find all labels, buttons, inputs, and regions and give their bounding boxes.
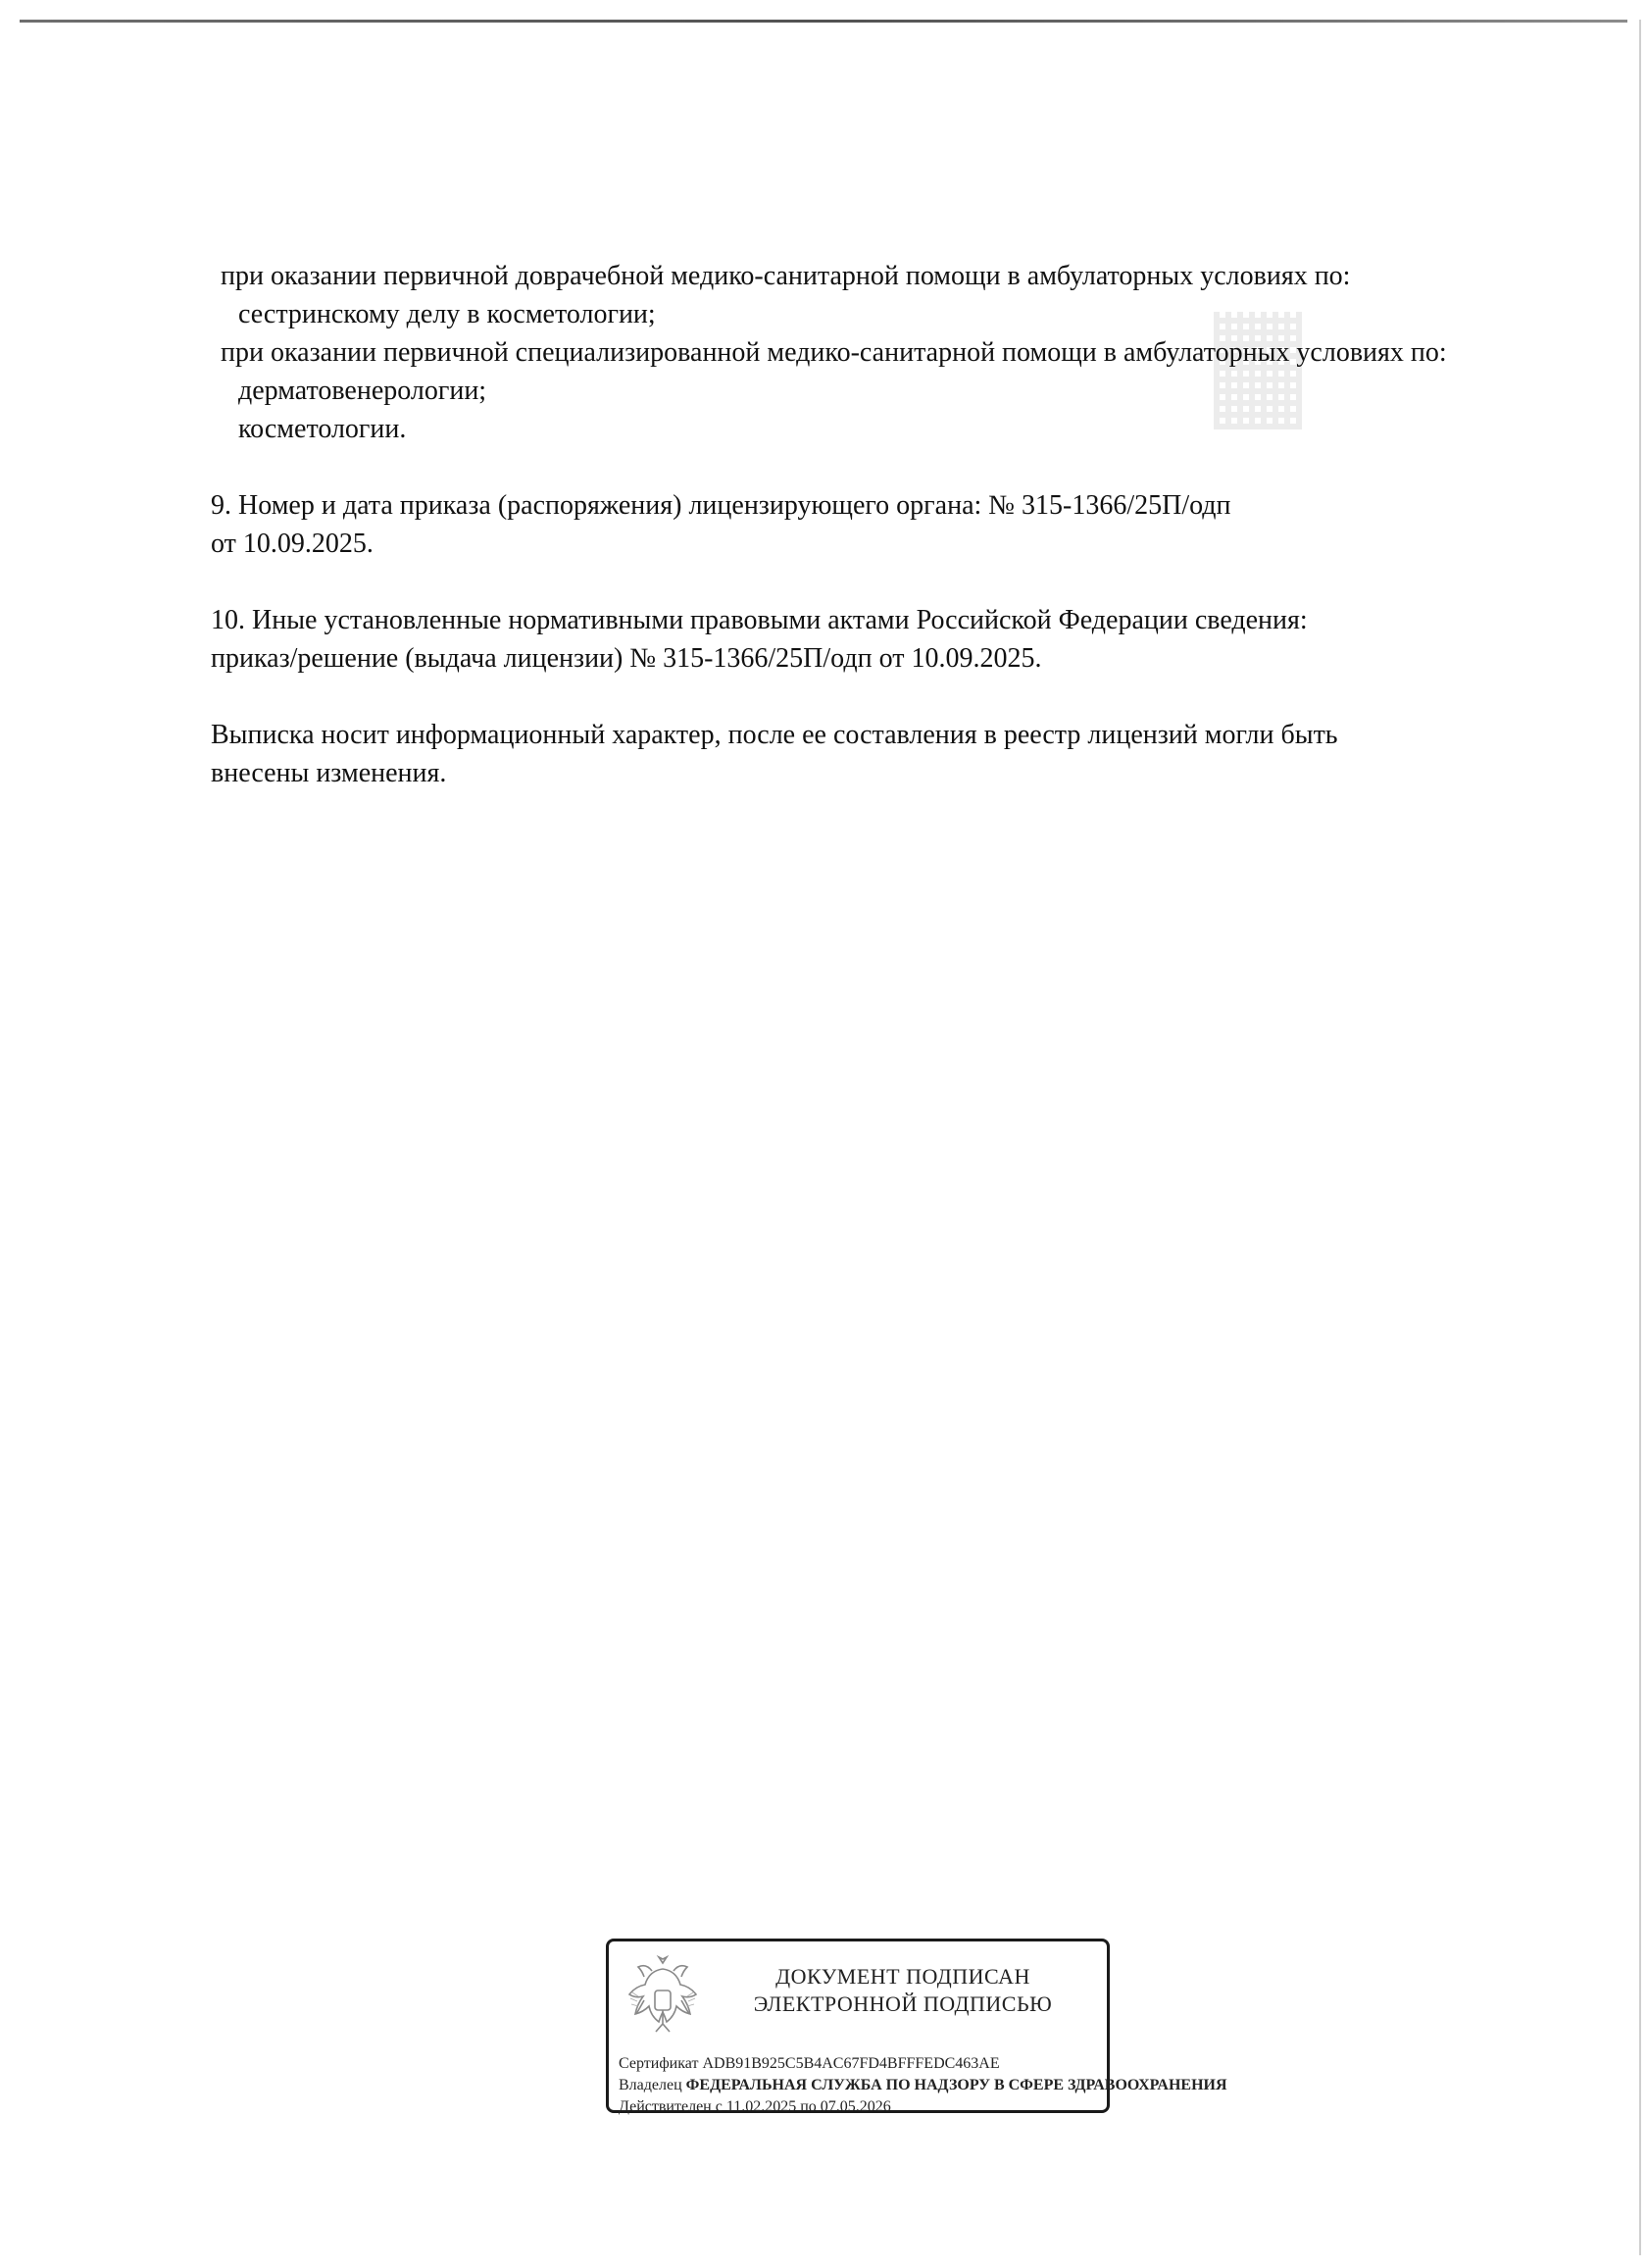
list-item: дерматовенерологии; [238, 376, 487, 406]
validity-line: Действителен с 11.02.2025 по 07.05.2026 [619, 2098, 891, 2115]
other-info-value: приказ/решение (выдача лицензии) № 315-1366/25П/одп от 10.09.2025. [211, 643, 1042, 674]
scan-edge-right [1639, 20, 1641, 2255]
owner-line [619, 2075, 1227, 2096]
order-number-line: 9. Номер и дата приказа (распоряжения) лицензирующего органа: № 315-1366/25П/одп [211, 490, 1231, 521]
disclaimer-line: Выписка носит информационный характер, после ее составления в реестр лицензий могли быть [211, 720, 1338, 750]
list-item: сестринскому делу в косметологии; [238, 299, 656, 329]
certificate-line [619, 2053, 1207, 2075]
list-intro: при оказании первичной специализированной медико-санитарной помощи в амбулаторных условиях по: [221, 337, 1447, 368]
list-intro: при оказании первичной доврачебной медико-санитарной помощи в амбулаторных условиях по: [221, 261, 1351, 291]
certificate-value: ADB91B925C5B4AC67FD4BFFFEDC463AE [702, 2055, 1000, 2072]
stamp-details [619, 2053, 1227, 2118]
list-item: косметологии. [238, 414, 407, 444]
order-date-line: от 10.09.2025. [211, 529, 374, 559]
document-body [211, 257, 1475, 792]
other-info-heading: 10. Иные установленные нормативными правовыми актами Российской Федерации сведения: [211, 605, 1308, 635]
scan-edge-top [20, 20, 1627, 23]
owner-label: Владелец [619, 2077, 682, 2093]
stamp-title [717, 1963, 1089, 2018]
disclaimer-line: внесены изменения. [211, 758, 447, 788]
stamp-title-line: ДОКУМЕНТ ПОДПИСАН [775, 1964, 1030, 1989]
electronic-signature-stamp [606, 1939, 1227, 2115]
stamp-title-line: ЭЛЕКТРОННОЙ ПОДПИСЬЮ [753, 1991, 1053, 2016]
certificate-label: Сертификат [619, 2055, 699, 2072]
double-headed-eagle-emblem-icon [623, 1953, 703, 2043]
owner-value: ФЕДЕРАЛЬНАЯ СЛУЖБА ПО НАДЗОРУ В СФЕРЕ ЗДРАВООХРАНЕНИЯ [685, 2077, 1227, 2093]
